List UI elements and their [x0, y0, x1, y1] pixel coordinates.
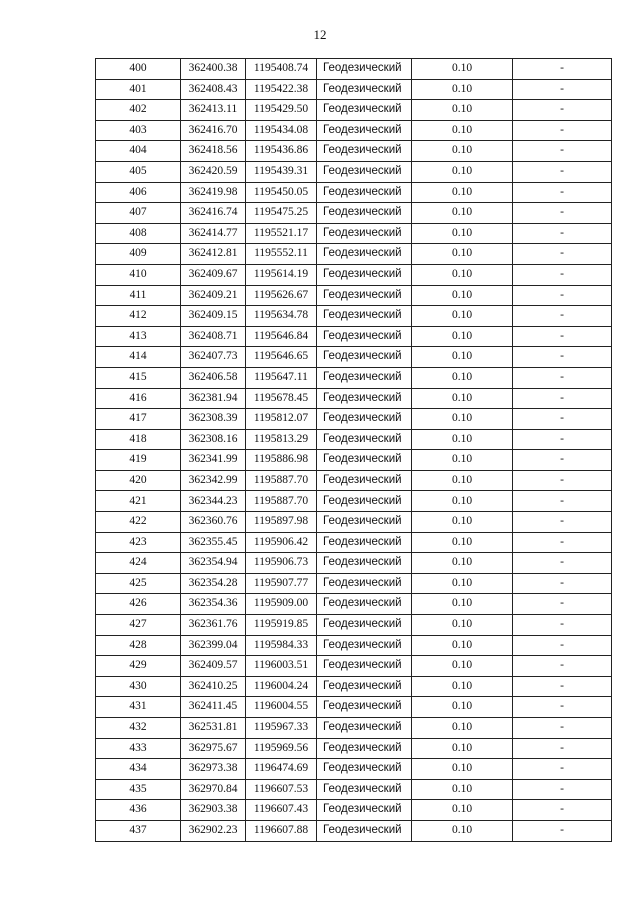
- description-cell: -: [513, 429, 612, 450]
- description-cell: -: [513, 470, 612, 491]
- x-coordinate-cell: 362342.99: [181, 470, 246, 491]
- accuracy-cell: 0.10: [412, 100, 513, 121]
- accuracy-cell: 0.10: [412, 347, 513, 368]
- description-cell: -: [513, 285, 612, 306]
- point-number-cell: 410: [96, 264, 181, 285]
- point-number-cell: 436: [96, 800, 181, 821]
- description-cell: -: [513, 367, 612, 388]
- accuracy-cell: 0.10: [412, 512, 513, 533]
- x-coordinate-cell: 362411.45: [181, 697, 246, 718]
- y-coordinate-cell: 1196607.53: [246, 779, 317, 800]
- x-coordinate-cell: 362354.28: [181, 573, 246, 594]
- description-cell: -: [513, 100, 612, 121]
- y-coordinate-cell: 1195909.00: [246, 594, 317, 615]
- y-coordinate-cell: 1195812.07: [246, 409, 317, 430]
- point-number-cell: 424: [96, 553, 181, 574]
- y-coordinate-cell: 1195919.85: [246, 615, 317, 636]
- method-cell: Геодезический: [317, 388, 412, 409]
- x-coordinate-cell: 362973.38: [181, 759, 246, 780]
- table-row: [96, 79, 612, 100]
- x-coordinate-cell: 362355.45: [181, 532, 246, 553]
- description-cell: -: [513, 347, 612, 368]
- point-number-cell: 422: [96, 512, 181, 533]
- method-cell: Геодезический: [317, 100, 412, 121]
- method-cell: Геодезический: [317, 429, 412, 450]
- table-row: [96, 615, 612, 636]
- table-row: [96, 244, 612, 265]
- description-cell: -: [513, 820, 612, 841]
- y-coordinate-cell: 1196004.24: [246, 676, 317, 697]
- method-cell: Геодезический: [317, 450, 412, 471]
- table-row: [96, 326, 612, 347]
- point-number-cell: 412: [96, 306, 181, 327]
- point-number-cell: 429: [96, 656, 181, 677]
- method-cell: Геодезический: [317, 223, 412, 244]
- point-number-cell: 433: [96, 738, 181, 759]
- x-coordinate-cell: 362902.23: [181, 820, 246, 841]
- description-cell: -: [513, 594, 612, 615]
- method-cell: Геодезический: [317, 203, 412, 224]
- method-cell: Геодезический: [317, 59, 412, 80]
- x-coordinate-cell: 362412.81: [181, 244, 246, 265]
- x-coordinate-cell: 362408.43: [181, 79, 246, 100]
- accuracy-cell: 0.10: [412, 120, 513, 141]
- accuracy-cell: 0.10: [412, 656, 513, 677]
- method-cell: Геодезический: [317, 738, 412, 759]
- method-cell: Геодезический: [317, 573, 412, 594]
- y-coordinate-cell: 1195634.78: [246, 306, 317, 327]
- method-cell: Геодезический: [317, 800, 412, 821]
- x-coordinate-cell: 362407.73: [181, 347, 246, 368]
- method-cell: Геодезический: [317, 491, 412, 512]
- y-coordinate-cell: 1195887.70: [246, 491, 317, 512]
- y-coordinate-cell: 1195646.84: [246, 326, 317, 347]
- point-number-cell: 423: [96, 532, 181, 553]
- x-coordinate-cell: 362344.23: [181, 491, 246, 512]
- method-cell: Геодезический: [317, 120, 412, 141]
- y-coordinate-cell: 1195678.45: [246, 388, 317, 409]
- y-coordinate-cell: 1195906.42: [246, 532, 317, 553]
- x-coordinate-cell: 362308.16: [181, 429, 246, 450]
- description-cell: -: [513, 306, 612, 327]
- point-number-cell: 434: [96, 759, 181, 780]
- description-cell: -: [513, 759, 612, 780]
- y-coordinate-cell: 1195434.08: [246, 120, 317, 141]
- table-row: [96, 100, 612, 121]
- table-row: [96, 573, 612, 594]
- table-row: [96, 759, 612, 780]
- y-coordinate-cell: 1195626.67: [246, 285, 317, 306]
- description-cell: -: [513, 697, 612, 718]
- description-cell: -: [513, 718, 612, 739]
- method-cell: Геодезический: [317, 409, 412, 430]
- accuracy-cell: 0.10: [412, 161, 513, 182]
- y-coordinate-cell: 1195897.98: [246, 512, 317, 533]
- point-number-cell: 415: [96, 367, 181, 388]
- x-coordinate-cell: 362406.58: [181, 367, 246, 388]
- accuracy-cell: 0.10: [412, 676, 513, 697]
- method-cell: Геодезический: [317, 244, 412, 265]
- y-coordinate-cell: 1195429.50: [246, 100, 317, 121]
- x-coordinate-cell: 362409.15: [181, 306, 246, 327]
- accuracy-cell: 0.10: [412, 264, 513, 285]
- accuracy-cell: 0.10: [412, 779, 513, 800]
- accuracy-cell: 0.10: [412, 759, 513, 780]
- table-row: [96, 450, 612, 471]
- method-cell: Геодезический: [317, 635, 412, 656]
- y-coordinate-cell: 1195906.73: [246, 553, 317, 574]
- table-row: [96, 779, 612, 800]
- table-row: [96, 141, 612, 162]
- method-cell: Геодезический: [317, 820, 412, 841]
- x-coordinate-cell: 362416.70: [181, 120, 246, 141]
- description-cell: -: [513, 79, 612, 100]
- y-coordinate-cell: 1195475.25: [246, 203, 317, 224]
- x-coordinate-cell: 362531.81: [181, 718, 246, 739]
- accuracy-cell: 0.10: [412, 594, 513, 615]
- accuracy-cell: 0.10: [412, 553, 513, 574]
- description-cell: -: [513, 326, 612, 347]
- description-cell: -: [513, 182, 612, 203]
- accuracy-cell: 0.10: [412, 718, 513, 739]
- y-coordinate-cell: 1196003.51: [246, 656, 317, 677]
- table-row: [96, 656, 612, 677]
- accuracy-cell: 0.10: [412, 141, 513, 162]
- accuracy-cell: 0.10: [412, 697, 513, 718]
- accuracy-cell: 0.10: [412, 79, 513, 100]
- method-cell: Геодезический: [317, 697, 412, 718]
- point-number-cell: 404: [96, 141, 181, 162]
- point-number-cell: 430: [96, 676, 181, 697]
- description-cell: -: [513, 800, 612, 821]
- point-number-cell: 437: [96, 820, 181, 841]
- method-cell: Геодезический: [317, 470, 412, 491]
- table-row: [96, 120, 612, 141]
- method-cell: Геодезический: [317, 779, 412, 800]
- method-cell: Геодезический: [317, 306, 412, 327]
- table-row: [96, 470, 612, 491]
- point-number-cell: 403: [96, 120, 181, 141]
- x-coordinate-cell: 362341.99: [181, 450, 246, 471]
- point-number-cell: 426: [96, 594, 181, 615]
- table-row: [96, 532, 612, 553]
- accuracy-cell: 0.10: [412, 388, 513, 409]
- method-cell: Геодезический: [317, 676, 412, 697]
- y-coordinate-cell: 1195886.98: [246, 450, 317, 471]
- table-row: [96, 161, 612, 182]
- accuracy-cell: 0.10: [412, 635, 513, 656]
- y-coordinate-cell: 1195436.86: [246, 141, 317, 162]
- y-coordinate-cell: 1195907.77: [246, 573, 317, 594]
- coordinates-table: [95, 58, 612, 842]
- y-coordinate-cell: 1195984.33: [246, 635, 317, 656]
- point-number-cell: 413: [96, 326, 181, 347]
- y-coordinate-cell: 1195422.38: [246, 79, 317, 100]
- table-row: [96, 594, 612, 615]
- x-coordinate-cell: 362381.94: [181, 388, 246, 409]
- x-coordinate-cell: 362408.71: [181, 326, 246, 347]
- y-coordinate-cell: 1195646.65: [246, 347, 317, 368]
- y-coordinate-cell: 1195450.05: [246, 182, 317, 203]
- point-number-cell: 416: [96, 388, 181, 409]
- y-coordinate-cell: 1195521.17: [246, 223, 317, 244]
- method-cell: Геодезический: [317, 512, 412, 533]
- point-number-cell: 414: [96, 347, 181, 368]
- description-cell: -: [513, 203, 612, 224]
- accuracy-cell: 0.10: [412, 800, 513, 821]
- accuracy-cell: 0.10: [412, 285, 513, 306]
- table-row: [96, 512, 612, 533]
- point-number-cell: 405: [96, 161, 181, 182]
- x-coordinate-cell: 362308.39: [181, 409, 246, 430]
- point-number-cell: 431: [96, 697, 181, 718]
- description-cell: -: [513, 635, 612, 656]
- accuracy-cell: 0.10: [412, 326, 513, 347]
- table-row: [96, 718, 612, 739]
- x-coordinate-cell: 362409.57: [181, 656, 246, 677]
- method-cell: Геодезический: [317, 79, 412, 100]
- table-row: [96, 59, 612, 80]
- x-coordinate-cell: 362360.76: [181, 512, 246, 533]
- point-number-cell: 409: [96, 244, 181, 265]
- y-coordinate-cell: 1195552.11: [246, 244, 317, 265]
- description-cell: -: [513, 676, 612, 697]
- x-coordinate-cell: 362354.94: [181, 553, 246, 574]
- point-number-cell: 421: [96, 491, 181, 512]
- point-number-cell: 428: [96, 635, 181, 656]
- table-row: [96, 553, 612, 574]
- table-row: [96, 491, 612, 512]
- method-cell: Геодезический: [317, 285, 412, 306]
- description-cell: -: [513, 120, 612, 141]
- table-row: [96, 264, 612, 285]
- accuracy-cell: 0.10: [412, 573, 513, 594]
- description-cell: -: [513, 738, 612, 759]
- description-cell: -: [513, 141, 612, 162]
- description-cell: -: [513, 512, 612, 533]
- method-cell: Геодезический: [317, 264, 412, 285]
- method-cell: Геодезический: [317, 656, 412, 677]
- accuracy-cell: 0.10: [412, 450, 513, 471]
- point-number-cell: 425: [96, 573, 181, 594]
- accuracy-cell: 0.10: [412, 182, 513, 203]
- accuracy-cell: 0.10: [412, 429, 513, 450]
- table-row: [96, 223, 612, 244]
- accuracy-cell: 0.10: [412, 203, 513, 224]
- method-cell: Геодезический: [317, 594, 412, 615]
- point-number-cell: 418: [96, 429, 181, 450]
- y-coordinate-cell: 1196607.43: [246, 800, 317, 821]
- x-coordinate-cell: 362400.38: [181, 59, 246, 80]
- y-coordinate-cell: 1195439.31: [246, 161, 317, 182]
- y-coordinate-cell: 1195813.29: [246, 429, 317, 450]
- point-number-cell: 427: [96, 615, 181, 636]
- table-row: [96, 429, 612, 450]
- description-cell: -: [513, 388, 612, 409]
- table-row: [96, 697, 612, 718]
- point-number-cell: 419: [96, 450, 181, 471]
- description-cell: -: [513, 491, 612, 512]
- point-number-cell: 402: [96, 100, 181, 121]
- description-cell: -: [513, 161, 612, 182]
- point-number-cell: 401: [96, 79, 181, 100]
- x-coordinate-cell: 362399.04: [181, 635, 246, 656]
- method-cell: Геодезический: [317, 553, 412, 574]
- x-coordinate-cell: 362903.38: [181, 800, 246, 821]
- x-coordinate-cell: 362409.67: [181, 264, 246, 285]
- description-cell: -: [513, 409, 612, 430]
- accuracy-cell: 0.10: [412, 491, 513, 512]
- table-row: [96, 738, 612, 759]
- accuracy-cell: 0.10: [412, 738, 513, 759]
- point-number-cell: 432: [96, 718, 181, 739]
- accuracy-cell: 0.10: [412, 223, 513, 244]
- page-number: 12: [313, 27, 327, 42]
- y-coordinate-cell: 1196004.55: [246, 697, 317, 718]
- method-cell: Геодезический: [317, 161, 412, 182]
- method-cell: Геодезический: [317, 347, 412, 368]
- accuracy-cell: 0.10: [412, 820, 513, 841]
- table-row: [96, 367, 612, 388]
- table-row: [96, 409, 612, 430]
- y-coordinate-cell: 1196607.88: [246, 820, 317, 841]
- accuracy-cell: 0.10: [412, 59, 513, 80]
- description-cell: -: [513, 573, 612, 594]
- x-coordinate-cell: 362354.36: [181, 594, 246, 615]
- y-coordinate-cell: 1196474.69: [246, 759, 317, 780]
- y-coordinate-cell: 1195408.74: [246, 59, 317, 80]
- table-row: [96, 306, 612, 327]
- accuracy-cell: 0.10: [412, 615, 513, 636]
- x-coordinate-cell: 362414.77: [181, 223, 246, 244]
- table-row: [96, 285, 612, 306]
- method-cell: Геодезический: [317, 141, 412, 162]
- accuracy-cell: 0.10: [412, 532, 513, 553]
- point-number-cell: 411: [96, 285, 181, 306]
- description-cell: -: [513, 779, 612, 800]
- x-coordinate-cell: 362416.74: [181, 203, 246, 224]
- method-cell: Геодезический: [317, 182, 412, 203]
- x-coordinate-cell: 362975.67: [181, 738, 246, 759]
- table-row: [96, 182, 612, 203]
- description-cell: -: [513, 59, 612, 80]
- x-coordinate-cell: 362409.21: [181, 285, 246, 306]
- accuracy-cell: 0.10: [412, 409, 513, 430]
- description-cell: -: [513, 264, 612, 285]
- table-row: [96, 676, 612, 697]
- accuracy-cell: 0.10: [412, 470, 513, 491]
- accuracy-cell: 0.10: [412, 306, 513, 327]
- description-cell: -: [513, 244, 612, 265]
- table-row: [96, 203, 612, 224]
- description-cell: -: [513, 553, 612, 574]
- point-number-cell: 420: [96, 470, 181, 491]
- coordinates-table-body: [96, 59, 612, 842]
- table-row: [96, 347, 612, 368]
- method-cell: Геодезический: [317, 615, 412, 636]
- point-number-cell: 407: [96, 203, 181, 224]
- description-cell: -: [513, 450, 612, 471]
- point-number-cell: 406: [96, 182, 181, 203]
- x-coordinate-cell: 362419.98: [181, 182, 246, 203]
- description-cell: -: [513, 223, 612, 244]
- table-row: [96, 800, 612, 821]
- y-coordinate-cell: 1195969.56: [246, 738, 317, 759]
- point-number-cell: 435: [96, 779, 181, 800]
- method-cell: Геодезический: [317, 718, 412, 739]
- y-coordinate-cell: 1195887.70: [246, 470, 317, 491]
- y-coordinate-cell: 1195967.33: [246, 718, 317, 739]
- point-number-cell: 408: [96, 223, 181, 244]
- method-cell: Геодезический: [317, 367, 412, 388]
- x-coordinate-cell: 362413.11: [181, 100, 246, 121]
- method-cell: Геодезический: [317, 326, 412, 347]
- description-cell: -: [513, 532, 612, 553]
- accuracy-cell: 0.10: [412, 244, 513, 265]
- x-coordinate-cell: 362418.56: [181, 141, 246, 162]
- y-coordinate-cell: 1195647.11: [246, 367, 317, 388]
- description-cell: -: [513, 615, 612, 636]
- description-cell: -: [513, 656, 612, 677]
- x-coordinate-cell: 362970.84: [181, 779, 246, 800]
- table-row: [96, 388, 612, 409]
- method-cell: Геодезический: [317, 759, 412, 780]
- x-coordinate-cell: 362361.76: [181, 615, 246, 636]
- point-number-cell: 400: [96, 59, 181, 80]
- accuracy-cell: 0.10: [412, 367, 513, 388]
- table-row: [96, 635, 612, 656]
- x-coordinate-cell: 362420.59: [181, 161, 246, 182]
- y-coordinate-cell: 1195614.19: [246, 264, 317, 285]
- point-number-cell: 417: [96, 409, 181, 430]
- table-row: [96, 820, 612, 841]
- x-coordinate-cell: 362410.25: [181, 676, 246, 697]
- method-cell: Геодезический: [317, 532, 412, 553]
